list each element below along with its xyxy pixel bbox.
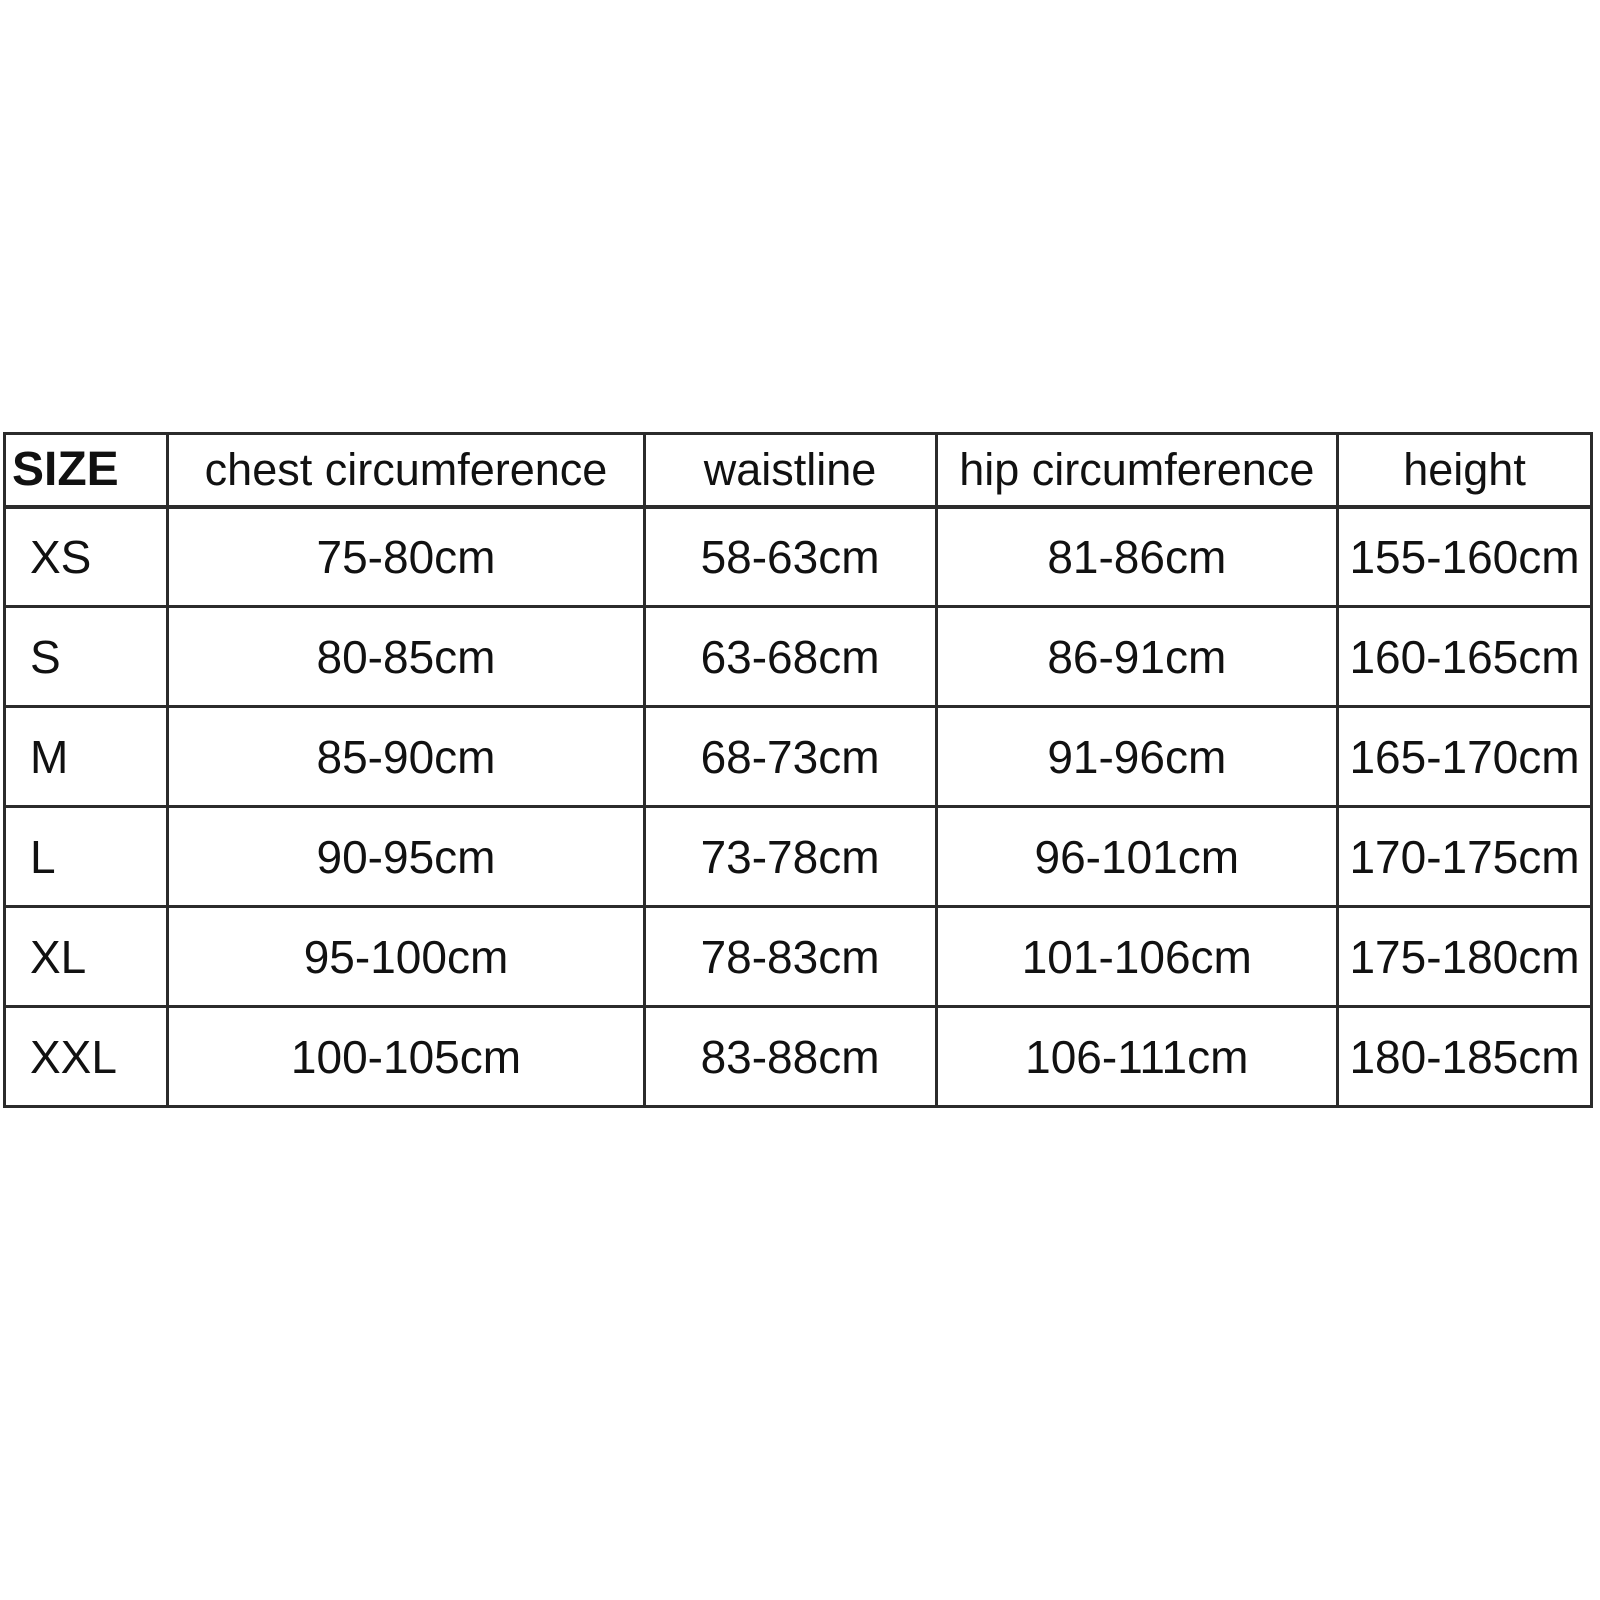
cell-waist: 73-78cm	[644, 807, 936, 907]
cell-height: 165-170cm	[1338, 707, 1592, 807]
cell-waist: 63-68cm	[644, 607, 936, 707]
cell-chest: 85-90cm	[168, 707, 644, 807]
table-header-row	[5, 434, 1592, 507]
cell-hip: 106-111cm	[936, 1007, 1338, 1107]
cell-chest: 75-80cm	[168, 507, 644, 607]
cell-hip: 91-96cm	[936, 707, 1338, 807]
table-row-l	[5, 807, 1592, 907]
cell-chest: 90-95cm	[168, 807, 644, 907]
cell-height: 170-175cm	[1338, 807, 1592, 907]
table-row-xxl	[5, 1007, 1592, 1107]
cell-chest: 80-85cm	[168, 607, 644, 707]
cell-hip: 101-106cm	[936, 907, 1338, 1007]
table-row-xs	[5, 507, 1592, 607]
cell-chest: 95-100cm	[168, 907, 644, 1007]
cell-waist: 83-88cm	[644, 1007, 936, 1107]
cell-hip: 81-86cm	[936, 507, 1338, 607]
cell-size: S	[5, 607, 168, 707]
header-height: height	[1338, 434, 1592, 507]
header-hip-circumference: hip circumference	[936, 434, 1338, 507]
table-row-xl	[5, 907, 1592, 1007]
cell-size: L	[5, 807, 168, 907]
table-row-s	[5, 607, 1592, 707]
cell-size: XS	[5, 507, 168, 607]
size-chart-table	[3, 432, 1593, 1108]
header-chest-circumference: chest circumference	[168, 434, 644, 507]
cell-waist: 78-83cm	[644, 907, 936, 1007]
cell-size: XXL	[5, 1007, 168, 1107]
cell-hip: 96-101cm	[936, 807, 1338, 907]
cell-height: 155-160cm	[1338, 507, 1592, 607]
cell-size: XL	[5, 907, 168, 1007]
cell-waist: 68-73cm	[644, 707, 936, 807]
cell-chest: 100-105cm	[168, 1007, 644, 1107]
header-waistline: waistline	[644, 434, 936, 507]
header-size: SIZE	[5, 434, 168, 507]
cell-waist: 58-63cm	[644, 507, 936, 607]
cell-hip: 86-91cm	[936, 607, 1338, 707]
cell-size: M	[5, 707, 168, 807]
cell-height: 160-165cm	[1338, 607, 1592, 707]
cell-height: 175-180cm	[1338, 907, 1592, 1007]
cell-height: 180-185cm	[1338, 1007, 1592, 1107]
table-row-m	[5, 707, 1592, 807]
